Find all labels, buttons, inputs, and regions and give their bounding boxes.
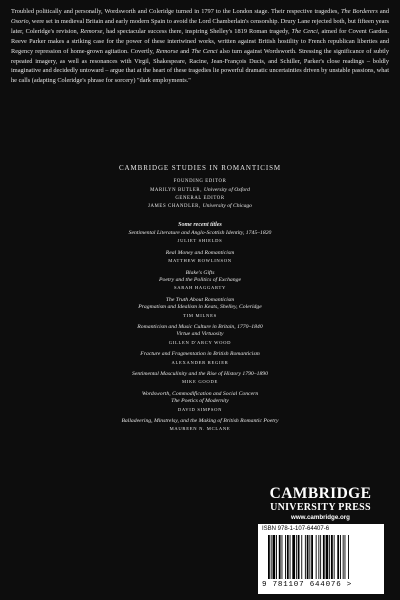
book-title: Real Money and Romanticism	[165, 249, 235, 256]
barcode-bar	[285, 535, 286, 579]
barcode-bar	[301, 535, 302, 579]
book-title: The Poetics of Modernity	[171, 398, 229, 405]
general-editor-label: GENERAL EDITOR	[175, 195, 225, 201]
barcode-icon	[268, 535, 374, 579]
barcode-bar	[343, 535, 344, 579]
book-title: Sentimental Literature and Anglo-Scottish Identity, 1745–1820	[128, 230, 272, 236]
book-title: Pragmatism and Idealism in Keats, Shelley, Coleridge	[138, 304, 262, 311]
book-author: SARAH HAGGARTY	[173, 285, 227, 291]
book-title: Fracture and Fragmentation in British Romanticism	[140, 351, 260, 358]
barcode-bar	[311, 535, 313, 579]
barcode-bar	[326, 535, 329, 579]
recent-titles-heading: Some recent titles	[178, 222, 222, 228]
book-entry	[0, 351, 400, 366]
barcode-bar	[282, 535, 283, 579]
founding-editor-label: FOUNDING EDITOR	[173, 179, 227, 184]
barcode-bar	[334, 535, 335, 579]
book-author: MATTHEW ROWLINSON	[168, 258, 232, 264]
barcode-bar	[348, 535, 349, 579]
book-title: Romanticism and Music Culture in Britain, 1770–1840	[137, 324, 263, 330]
barcode-bar	[331, 535, 333, 579]
barcode-bar	[307, 535, 309, 579]
barcode-bar	[268, 535, 270, 579]
publisher-name-line1: CAMBRIDGE	[269, 485, 372, 502]
barcode-bar	[337, 535, 339, 579]
book-entry	[0, 230, 400, 245]
recent-titles-list	[0, 222, 400, 438]
book-entry	[0, 418, 400, 433]
barcode-bar	[298, 535, 300, 579]
book-author: MAUREEN N. MCLANE	[169, 426, 231, 432]
barcode-bar	[273, 535, 276, 579]
series-title: CAMBRIDGE STUDIES IN ROMANTICISM	[118, 164, 281, 172]
book-entry	[0, 297, 400, 319]
barcode-digits: 9 781107 644076 >	[262, 581, 353, 589]
book-author: DAVID SIMPSON	[177, 406, 223, 412]
barcode-bar	[292, 535, 295, 579]
book-entry	[0, 324, 400, 346]
back-cover-blurb	[11, 7, 389, 86]
book-entry	[0, 270, 400, 292]
barcode-bar	[279, 535, 281, 579]
general-editor-name: JAMES CHANDLER, University of Chicago	[148, 203, 252, 209]
book-author: ALEXANDER REGIER	[171, 359, 229, 365]
barcode-bar	[329, 535, 330, 579]
series-editors	[0, 178, 400, 211]
isbn-label: ISBN 978-1-107-64407-6	[262, 526, 330, 532]
barcode-bar	[320, 535, 321, 579]
barcode-bar	[287, 535, 289, 579]
barcode-bar	[318, 535, 319, 579]
barcode-bar	[309, 535, 310, 579]
book-title: The Truth About Romanticism	[165, 296, 235, 303]
book-entry	[0, 250, 400, 265]
publisher-name-line2: UNIVERSITY PRESS	[270, 502, 371, 513]
barcode-bar	[290, 535, 291, 579]
book-author: JULIET SHIELDS	[177, 238, 223, 244]
barcode-bar	[323, 535, 325, 579]
barcode-bar	[271, 535, 272, 579]
book-author: GILLEN D'ARCY WOOD	[168, 339, 232, 345]
barcode-bar	[316, 535, 317, 579]
barcode-bar	[276, 535, 277, 579]
publisher-url: www.cambridge.org	[291, 514, 350, 521]
founding-editor-name: MARILYN BUTLER, University of Oxford	[150, 186, 250, 193]
book-title: Virtue and Virtuosity	[176, 331, 224, 338]
barcode-bar	[345, 535, 346, 579]
book-title: Poetry and the Politics of Exchange	[159, 277, 241, 283]
book-entry	[0, 391, 400, 413]
book-author: TIM MILNES	[183, 312, 217, 318]
barcode-bar	[296, 535, 297, 579]
barcode-bar	[305, 535, 306, 579]
barcode-panel	[258, 524, 384, 594]
book-title: Wordsworth, Commodification and Social Concern	[141, 390, 259, 397]
book-entry	[0, 371, 400, 386]
barcode-bar	[340, 535, 341, 579]
blurb-paragraph: Troubled politically and personally, Wordsworth and Coleridge turned in 1797 to the London stage. Their respective tragedies, The Borderers and Osorio, were set in medieval Britain and early modern Spain to avoid the Lord Chamberlain's censorship. Drury Lane rejected both, but fifteen years later, Coleridge's revision, Remorse, had spectacular success there, inspiring Shelley's 1819 Roman tragedy, The Cenci, aimed for Covent Garden. Reeve Parker makes a striking case for the power of these intertwined works, written against British hostility to French republican liberties and Regency repression of home-grown agitation. Covertly, Remorse and The Cenci also turn against Wordsworth. Stressing the significance of subtly repeated imagery, as well as resonances with Virgil, Shakespeare, Racine, Jean-François Ducis, and Schiller, Parker's close readings – boldly imaginative and decidedly untoward – argue that at the heart of these tragedies lie powerful dramatic uncertainties driven by unstable passions, what he calls (adapting Coleridge's phrase for sorcery) "dark employments."	[11, 8, 390, 85]
publisher-logo	[253, 486, 388, 522]
book-title: Sentimental Masculinity and the Rise of History 1790–1890	[131, 371, 268, 377]
book-title: Blake's Gifts	[185, 269, 215, 276]
book-author: MIKE GOODE	[182, 379, 218, 385]
book-title: Balladeering, Minstrelsy, and the Making of British Romantic Poetry	[121, 418, 279, 424]
